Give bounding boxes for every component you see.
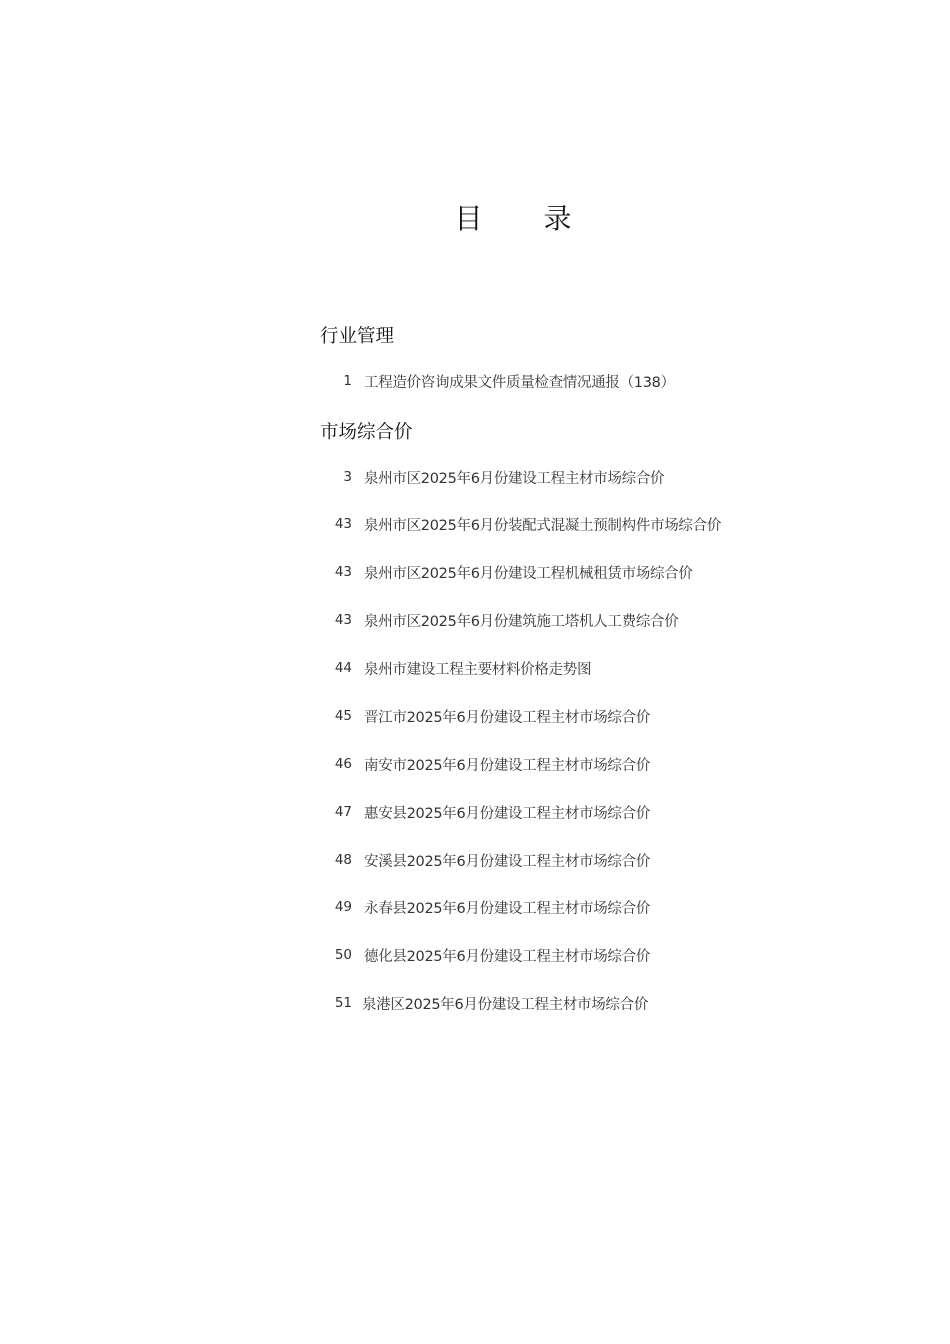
- toc-entry[interactable]: [320, 896, 650, 918]
- toc-page-number: 43: [334, 516, 352, 532]
- toc-entry[interactable]: [320, 657, 591, 679]
- section-heading-market-price: 市场综合价: [320, 422, 413, 443]
- toc-entry[interactable]: [320, 849, 650, 871]
- toc-entry-label: 工程造价咨询成果文件质量检查情况通报（138）: [364, 374, 675, 391]
- toc-page-number: 3: [343, 469, 352, 485]
- toc-page-number: 44: [334, 660, 352, 676]
- toc-page-number: 51: [334, 995, 352, 1011]
- toc-entry-label: 惠安县2025年6月份建设工程主材市场综合价: [364, 805, 651, 822]
- toc-entry-label: 晋江市2025年6月份建设工程主材市场综合价: [364, 709, 651, 726]
- toc-entry-label: 泉港区2025年6月份建设工程主材市场综合价: [362, 996, 649, 1013]
- toc-page-number: 50: [334, 947, 352, 963]
- toc-page-number: 45: [334, 708, 352, 724]
- toc-entry[interactable]: [320, 801, 650, 823]
- toc-entry[interactable]: [320, 609, 678, 631]
- toc-entry[interactable]: [320, 992, 648, 1014]
- toc-entry[interactable]: [320, 370, 675, 392]
- page-title: 目 录: [454, 202, 598, 235]
- toc-page-number: 49: [334, 899, 352, 915]
- toc-page-number: 1: [343, 373, 352, 389]
- toc-entry-label: 泉州市区2025年6月份装配式混凝土预制构件市场综合价: [364, 517, 722, 534]
- toc-entry-label: 永春县2025年6月份建设工程主材市场综合价: [364, 900, 651, 917]
- toc-entry-label: 泉州市区2025年6月份建设工程机械租赁市场综合价: [364, 565, 693, 582]
- toc-entry[interactable]: [320, 513, 721, 535]
- toc-entry-label: 泉州市建设工程主要材料价格走势图: [364, 661, 592, 678]
- toc-page-number: 46: [334, 756, 352, 772]
- toc-entry-label: 德化县2025年6月份建设工程主材市场综合价: [364, 948, 651, 965]
- toc-entry[interactable]: [320, 466, 664, 488]
- section-heading-industry-management: 行业管理: [320, 326, 395, 347]
- toc-page-number: 43: [334, 612, 352, 628]
- toc-entry[interactable]: [320, 753, 650, 775]
- toc-entry-label: 安溪县2025年6月份建设工程主材市场综合价: [364, 853, 651, 870]
- toc-entry-label: 南安市2025年6月份建设工程主材市场综合价: [364, 757, 651, 774]
- toc-entry[interactable]: [320, 944, 650, 966]
- toc-entry-label: 泉州市区2025年6月份建筑施工塔机人工费综合价: [364, 613, 679, 630]
- toc-page-number: 47: [334, 804, 352, 820]
- toc-entry[interactable]: [320, 705, 650, 727]
- toc-entry[interactable]: [320, 561, 693, 583]
- toc-page-number: 48: [334, 852, 352, 868]
- toc-page-number: 43: [334, 564, 352, 580]
- toc-entry-label: 泉州市区2025年6月份建设工程主材市场综合价: [364, 470, 665, 487]
